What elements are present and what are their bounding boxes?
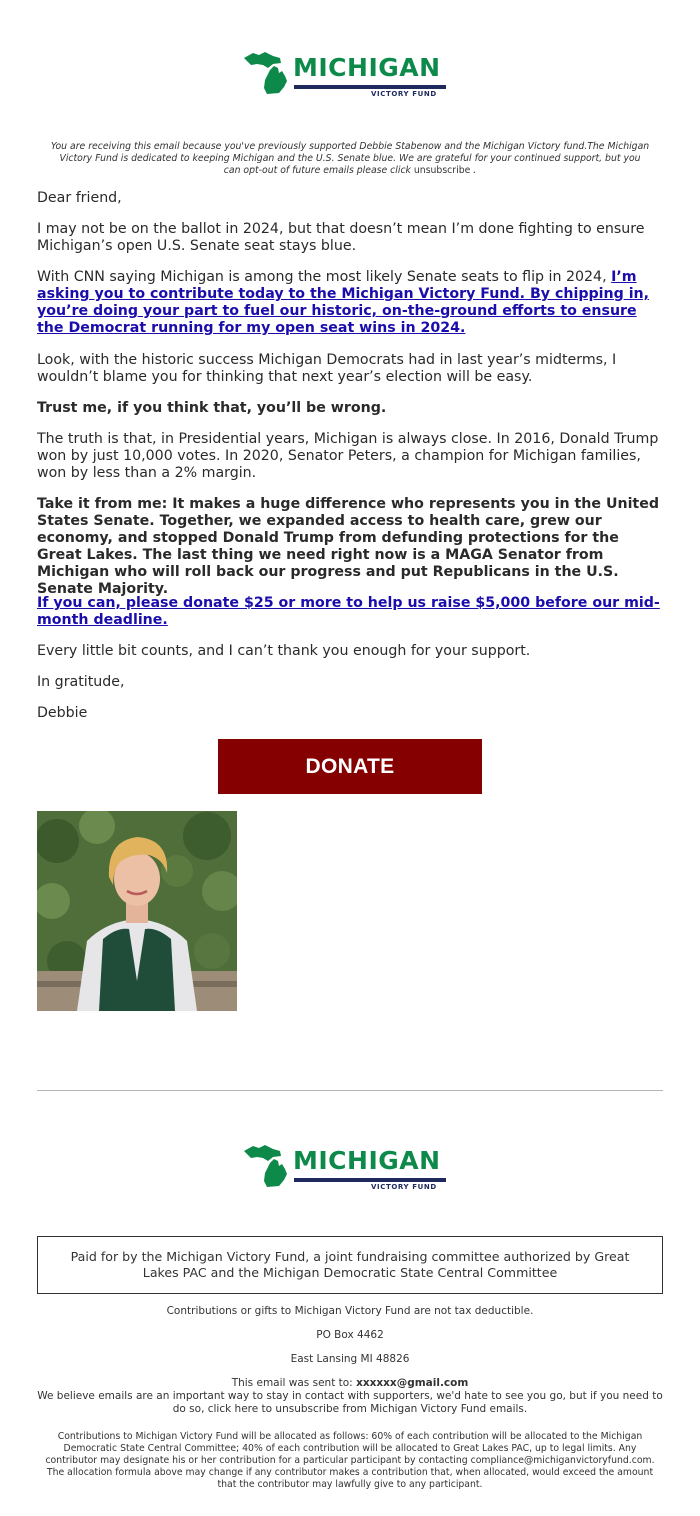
greeting: Dear friend,	[37, 190, 122, 206]
paragraph-2	[37, 269, 663, 337]
paragraph-2-text: With CNN saying Michigan is among the most likely Senate seats to flip in 2024,	[37, 269, 612, 285]
tax-note: Contributions or gifts to Michigan Victory Fund are not tax deductible.	[166, 1305, 534, 1317]
city-address: East Lansing MI 48826	[290, 1353, 410, 1365]
paragraph-1: I may not be on the ballot in 2024, but that doesn’t mean I’m done fighting to ensure Michigan’s open U.S. Senate seat stays blue.	[37, 221, 645, 254]
logo-subtitle: VICTORY FUND	[371, 90, 437, 98]
paragraph-6: Take it from me: It makes a huge difference who represents you in the United States Senate. Together, we expanded access to health care, grew our economy, and stopped Donald Trump from defunding protections for the Great Lakes. The last thing we need right now is a MAGA Senator from Michigan who will roll back our progress and put Republicans in the U.S. Senate Majority.	[37, 496, 659, 597]
logo-wordmark: MICHIGAN	[293, 1146, 441, 1175]
logo-underline	[294, 1178, 446, 1182]
unsubscribe-link[interactable]: unsubscribe	[413, 165, 471, 176]
donate-text-link[interactable]: If you can, please donate $25 or more to help us raise $5,000 before our mid-month deadline.	[37, 595, 660, 628]
footer-logo[interactable]	[243, 1143, 463, 1191]
michigan-map-icon	[243, 1143, 291, 1189]
po-box: PO Box 4462	[316, 1329, 384, 1341]
sent-to-label: This email was sent to:	[231, 1377, 357, 1389]
closing: In gratitude,	[37, 674, 125, 690]
contribute-link[interactable]: I’m asking you to contribute today to the Michigan Victory Fund. By chipping in, you’re doing your part to fuel our historic, on-the-ground efforts to ensure the Democrat running for my open seat wins in 2024.	[37, 269, 650, 336]
header-logo[interactable]	[243, 50, 463, 98]
unsubscribe-text[interactable]: We believe emails are an important way to stay in contact with supporters, we'd hate to see you go, but if you need to do so, click here to unsubscribe from Michigan Victory Fund emails.	[37, 1390, 663, 1415]
paid-for-box	[37, 1236, 663, 1294]
paragraph-7	[37, 595, 663, 629]
paid-for-text: Paid for by the Michigan Victory Fund, a joint fundraising committee authorized by Great Lakes PAC and the Michigan Democratic State Central Committee	[70, 1249, 630, 1280]
candidate-photo	[37, 811, 237, 1011]
allocation-disclaimer: Contributions to Michigan Victory Fund will be allocated as follows: 60% of each contribution will be allocated to the Michigan Democratic State Central Committee; 40% of each contribution will be allocated to Great Lakes PAC, up to legal limits. Any contributor may designate his or her contribution for a particular participant by contacting compliance@michiganvictoryfund.com. The allocation formula above may change if any contributor makes a contribution that, when allocated, would exceed the amount that the contributor may lawfully give to any participant.	[45, 1431, 655, 1490]
signature: Debbie	[37, 705, 88, 721]
disclaimer-text: You are receiving this email because you've previously supported Debbie Stabenow and the Michigan Victory fund.The Michigan Victory Fund is dedicated to keeping Michigan and the U.S. Senate blue. We are grateful for your continued support, but you can opt-out of future emails please click	[50, 141, 650, 176]
paragraph-4: Trust me, if you think that, you’ll be wrong.	[37, 400, 387, 416]
michigan-map-icon	[243, 50, 291, 96]
paragraph-5: The truth is that, in Presidential years, Michigan is always close. In 2016, Donald Trump won by just 10,000 votes. In 2020, Senator Peters, a champion for Michigan families, won by less than a 2% margin.	[37, 431, 659, 481]
paragraph-3: Look, with the historic success Michigan Democrats had in last year’s midterms, I wouldn’t blame you for thinking that next year’s election will be easy.	[37, 352, 617, 385]
divider	[37, 1090, 663, 1091]
sent-to-line	[37, 1377, 663, 1390]
logo-underline	[294, 85, 446, 89]
optout-disclaimer	[50, 141, 650, 177]
sent-to-email: xxxxxx@gmail.com	[356, 1377, 469, 1389]
paragraph-8: Every little bit counts, and I can’t thank you enough for your support.	[37, 643, 531, 659]
logo-wordmark: MICHIGAN	[293, 53, 441, 82]
disclaimer-tail: .	[470, 165, 477, 176]
logo-subtitle: VICTORY FUND	[371, 1183, 437, 1191]
donate-button[interactable]: DONATE	[218, 739, 482, 794]
